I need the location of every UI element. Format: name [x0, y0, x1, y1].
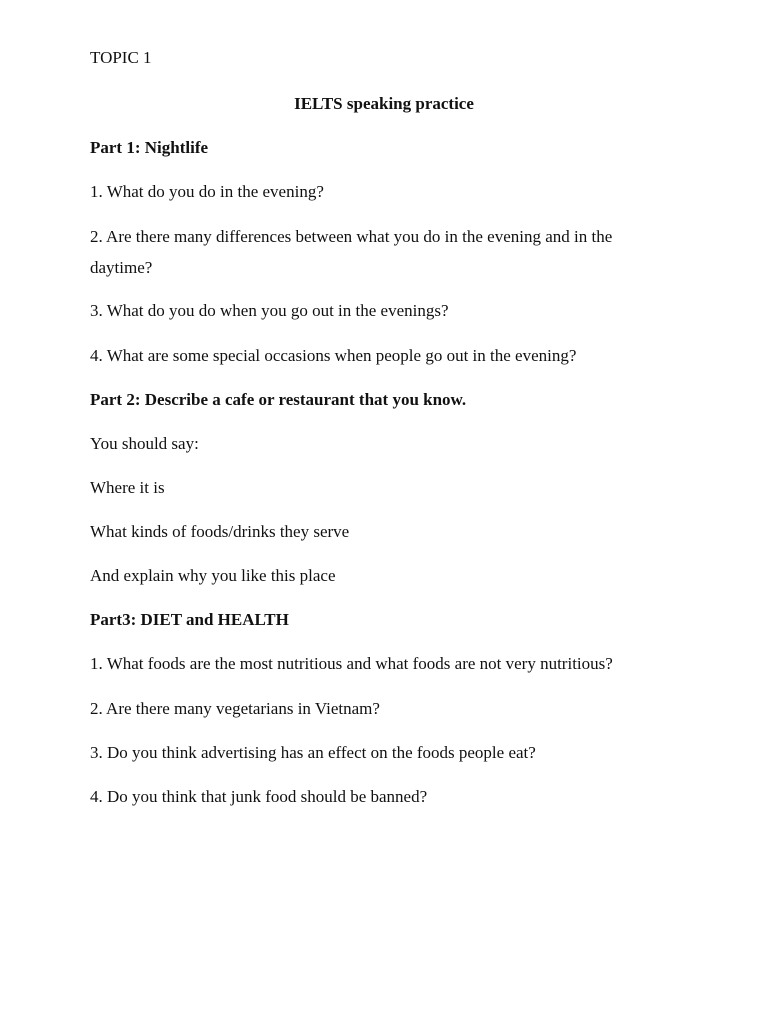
part2-prompt-2: What kinds of foods/drinks they serve [90, 522, 350, 541]
topic-label: TOPIC 1 [90, 48, 152, 67]
part3-question-1: 1. What foods are the most nutritious and what foods are not very nutritious? [90, 654, 613, 673]
part2-prompt-1: Where it is [90, 478, 165, 497]
document-title: IELTS speaking practice [294, 94, 474, 113]
part3-question-3: 3. Do you think advertising has an effect on the foods people eat? [90, 743, 536, 762]
part1-question-2: 2. Are there many differences between what you do in the evening and in the daytime? [90, 227, 613, 277]
part1-heading: Part 1: Nightlife [90, 138, 209, 157]
part2-prompt-3: And explain why you like this place [90, 566, 336, 585]
part3-question-4: 4. Do you think that junk food should be banned? [90, 787, 428, 806]
part1-question-1: 1. What do you do in the evening? [90, 182, 324, 201]
part3-heading: Part3: DIET and HEALTH [90, 610, 289, 629]
part1-question-4: 4. What are some special occasions when people go out in the evening? [90, 346, 577, 365]
part2-heading: Part 2: Describe a cafe or restaurant that you know. [90, 390, 467, 409]
part3-question-2: 2. Are there many vegetarians in Vietnam? [90, 699, 380, 718]
part1-question-3: 3. What do you do when you go out in the evenings? [90, 301, 449, 320]
part2-intro: You should say: [90, 434, 199, 453]
